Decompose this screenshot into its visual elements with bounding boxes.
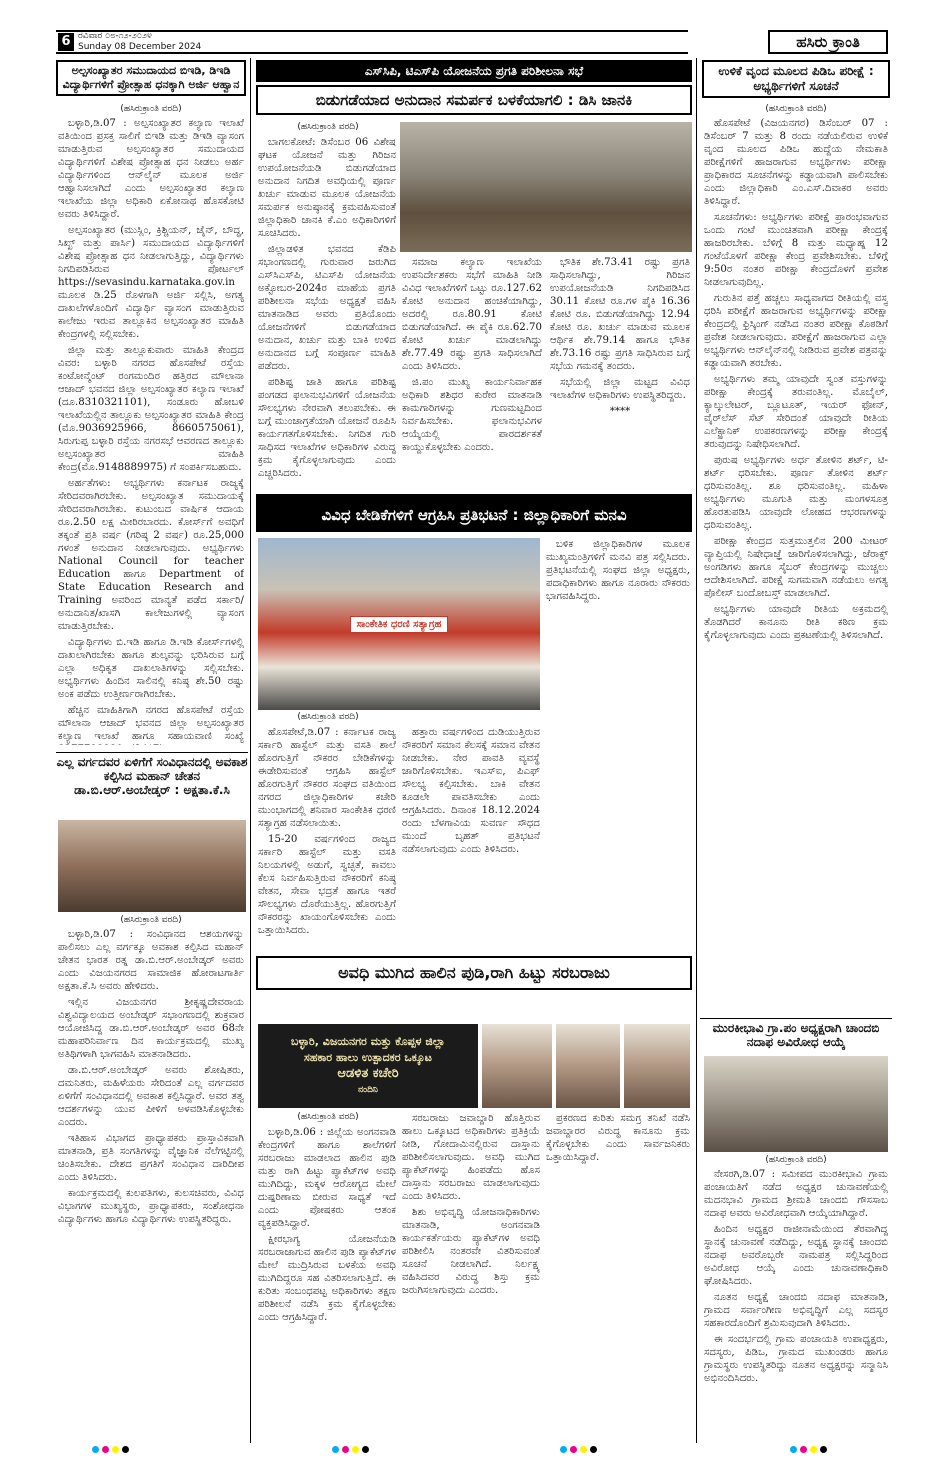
paragraph: ಜಿಲ್ಲಾಡಳಿತ ಭವನದ ಕೆಡಿಪಿ ಸಭಾಂಗಣದಲ್ಲಿ ಗುರುವಾರ ಜರುಗಿದ ಎಸ್‌ಸಿಎಸ್‌ಪಿ, ಟಿಎಸ್‌ಪಿ ಯೋಜನೆಯ ಅಕ್ಟೋಬರ-2024ರ ಮಾಹೆಯ ಪ್ರಗತಿ ಪರಿಶೀಲನಾ ಸಭೆಯ ಅಧ್ಯಕ್ಷತೆ ವಹಿಸಿ ಮಾತನಾಡಿದ ಅವರು ಪ್ರತಿಯೊಂದು ಯೋಜನೆಗಳಿಗೆ ಬಿಡುಗಡೆಯಾದ ಅನುದಾನ, ಖರ್ಚು ಮತ್ತು ಬಾಕಿ ಉಳಿದ ಅನುದಾನದ ಬಗ್ಗೆ ಸಂಪೂರ್ಣ ಮಾಹಿತಿ ಪಡೆದರು.	[258, 244, 396, 372]
ragi-headline: ಅವಧಿ ಮುಗಿದ ಹಾಲಿನ ಪುಡಿ,ರಾಗಿ ಹಿಟ್ಟು ಸರಬರಾಜು	[256, 956, 692, 990]
registration-dot	[800, 1446, 807, 1453]
paragraph: ಇತಿಹಾಸ ವಿಭಾಗದ ಪ್ರಾಧ್ಯಾಪಕರು ಪ್ರಾಸ್ತಾವಿಕವಾಗಿ ಮಾತನಾಡಿ, ಪ್ರತಿ ಸಂಗತಿಗಳನ್ನು ವೈಜ್ಞಾನಿಕ ನೆಲೆಗಟ್ಟಿನಲ್ಲಿ ಚಿಂತಿಸಬೇಕು. ದೇಶದ ಪ್ರಗತಿಗೆ ಸಂವಿಧಾನ ದಾರಿದೀಪ ಎಂದು ತಿಳಿಸಿದರು.	[58, 1133, 244, 1183]
registration-dot	[122, 1446, 129, 1453]
registration-dot	[342, 1446, 349, 1453]
registration-marks	[92, 1446, 129, 1453]
paragraph: ಸರಬರಾಜು ಜವಾಬ್ದಾರಿ ಹೊತ್ತಿರುವ ಹಾಲು ಒಕ್ಕೂಟದ ಅಧಿಕಾರಿಗಳು ಪ್ರತಿಕ್ರಿಯೆ ನೀಡಿ, ಗೋದಾಮಿನಲ್ಲಿರುವ ದಾಸ್ತಾನು ಪರಿಶೀಲಿಸಲಾಗುವುದು. ಅವಧಿ ಮುಗಿದ ಪ್ಯಾಕೆಟ್‌ಗಳನ್ನು ಹಿಂಪಡೆದು ಹೊಸ ದಾಸ್ತಾನು ಸರಬರಾಜು ಮಾಡಲಾಗುವುದು ಎಂದು ತಿಳಿಸಿದರು.	[402, 1113, 540, 1202]
paragraph: ಅಭ್ಯರ್ಥಿಗಳು ತಮ್ಮ ಯಾವುದೇ ಸ್ವಂತ ವಸ್ತುಗಳನ್ನು ಪರೀಕ್ಷಾ ಕೇಂದ್ರಕ್ಕೆ ತರುವಂತಿಲ್ಲ. ಮೊಬೈಲ್, ಕ್ಯಾಲ್ಕುಲೇಟರ್, ಬ್ಲೂಟೂತ್, ಇಯರ್ ಫೋನ್, ವೈರ್‌ಲೆಸ್ ಸೆಟ್ ಸೇರಿದಂತೆ ಯಾವುದೇ ರೀತಿಯ ಎಲೆಕ್ಟ್ರಾನಿಕ್ ಉಪಕರಣಗಳನ್ನು ಪರೀಕ್ಷಾ ಕೇಂದ್ರಕ್ಕೆ ತರುವುದನ್ನು ನಿಷೇಧಿಸಲಾಗಿದೆ.	[704, 374, 888, 450]
paragraph: ವಿದ್ಯಾರ್ಥಿಗಳು ಬಿ.ಇಡಿ ಹಾಗೂ ಡಿ.ಇಡಿ ಕೋರ್ಸ್‌ಗಳಲ್ಲಿ ದಾಖಲಾಗಿರಬೇಕು ಹಾಗೂ ಶುಲ್ಕವನ್ನು ಭರಿಸಿರುವ ಬಗ್ಗೆ ಎಲ್ಲಾ ಅಧಿಕೃತ ದಾಖಲಾತಿಗಳನ್ನು ಸಲ್ಲಿಸಬೇಕು. ಅಭ್ಯರ್ಥಿಗಳು ಹಿಂದಿನ ಸಾಲಿನಲ್ಲಿ ಕನಿಷ್ಠ ಶೇ.50 ರಷ್ಟು ಅಂಕ ಪಡೆದು ಉತ್ತೀರ್ಣರಾಗಿರಬೇಕು.	[58, 637, 244, 700]
scsp-headline: ಬಿಡುಗಡೆಯಾದ ಅನುದಾನ ಸಮರ್ಪಕ ಬಳಕೆಯಾಗಲಿ : ಡಿಸಿ ಜಾನಕಿ	[256, 85, 692, 115]
meeting-photo	[400, 122, 692, 252]
paragraph: ಹೊಸಪೇಟೆ,ಡಿ.07 : ಕರ್ನಾಟಕ ರಾಜ್ಯ ಸರ್ಕಾರಿ ಹಾಸ್ಟೆಲ್ ಮತ್ತು ವಸತಿ ಶಾಲೆ ಹೊರಗುತ್ತಿಗೆ ನೌಕರರ ಬೇಡಿಕೆಗಳನ್ನು ಈಡೇರಿಸುವಂತೆ ಆಗ್ರಹಿಸಿ ಹಾಸ್ಟೆಲ್ ಹೊರಗುತ್ತಿಗೆ ನೌಕರರ ಸಂಘದ ವತಿಯಿಂದ ನಗರದ ಜಿಲ್ಲಾಧಿಕಾರಿಗಳ ಕಚೇರಿ ಮುಂಭಾಗದಲ್ಲಿ ಶನಿವಾರ ಸಾಂಕೇತಿಕ ಧರಣಿ ಸತ್ಯಾಗ್ರಹ ನಡೆಸಲಾಯಿತು.	[258, 727, 396, 829]
paragraph: ****	[609, 406, 631, 417]
registration-dot	[820, 1446, 827, 1453]
registration-dot	[560, 1446, 567, 1453]
nandini-logo: ನಂದಿನಿ	[358, 1085, 378, 1095]
scsp-body-col3	[550, 256, 690, 488]
paragraph: ಹಿಂದಿನ ಅಧ್ಯಕ್ಷರ ರಾಜೀನಾಮೆಯಿಂದ ತೆರವಾಗಿದ್ದ ಸ್ಥಾನಕ್ಕೆ ಚುನಾವಣೆ ನಡೆದಿದ್ದು, ಅಧ್ಯಕ್ಷ ಸ್ಥಾನಕ್ಕೆ ಚಾಂದಬಿ ನದಾಫ ಅವರೊಬ್ಬರೇ ನಾಮಪತ್ರ ಸಲ್ಲಿಸಿದ್ದರಿಂದ ಅವಿರೋಧ ಆಯ್ಕೆ ಎಂದು ಚುನಾವಣಾಧಿಕಾರಿ ಘೋಷಿಸಿದರು.	[704, 1224, 888, 1287]
section-divider	[56, 752, 248, 753]
paragraph: ನೂತನ ಅಧ್ಯಕ್ಷೆ ಚಾಂದಬಿ ನದಾಫ ಮಾತನಾಡಿ, ಗ್ರಾಮದ ಸರ್ವಾಂಗೀಣ ಅಭಿವೃದ್ಧಿಗೆ ಎಲ್ಲ ಸದಸ್ಯರ ಸಹಕಾರದೊಂದಿಗೆ ಶ್ರಮಿಸುವುದಾಗಿ ತಿಳಿಸಿದರು.	[704, 1292, 888, 1329]
paragraph: ಪುರುಷ ಅಭ್ಯರ್ಥಿಗಳು ಅರ್ಧ ತೋಳಿನ ಶರ್ಟ್, ಟಿ-ಶರ್ಟ್ ಧರಿಸಬೇಕು. ಪೂರ್ಣ ತೋಳಿನ ಶರ್ಟ್ ಧರಿಸುವಂತಿಲ್ಲ. ಶೂ ಧರಿಸುವಂತಿಲ್ಲ. ಮಹಿಳಾ ಅಭ್ಯರ್ಥಿಗಳು ಮೂಗುತಿ ಮತ್ತು ಮಂಗಳಸೂತ್ರ ಹೊರತುಪಡಿಸಿ ಯಾವುದೇ ಲೋಹದ ಆಭರಣಗಳನ್ನು ಧರಿಸುವಂತಿಲ್ಲ.	[704, 455, 888, 531]
column-divider	[696, 58, 697, 1443]
registration-marks	[560, 1446, 597, 1453]
paragraph: ಅರ್ಹತೆಗಳು: ಅಭ್ಯರ್ಥಿಗಳು ಕರ್ನಾಟಕ ರಾಜ್ಯಕ್ಕೆ ಸೇರಿದವರಾಗಿರಬೇಕು. ಅಲ್ಪಸಂಖ್ಯಾತ ಸಮುದಾಯಕ್ಕೆ ಸೇರಿದವರಾಗಿರಬೇಕು. ಕುಟುಂಬದ ವಾರ್ಷಿಕ ಆದಾಯ ರೂ.2.50 ಲಕ್ಷ ಮೀರಿರಬಾರದು. ಕೋರ್ಸ್‌ಗೆ ಅವಧಿಗೆ ತಕ್ಕಂತೆ ಪ್ರತಿ ವರ್ಷ (ಗರಿಷ್ಠ 2 ವರ್ಷ) ರೂ.25,000 ಗಳಂತೆ ಅನುದಾನ ನೀಡಲಾಗುವುದು. ಅಭ್ಯರ್ಥಿಗಳು National Council for teacher Education ಹಾಗೂ Department of State Education Research and Training ಅವರಿಂದ ಮಾನ್ಯತೆ ಪಡೆದ ಸರ್ಕಾರಿ/ಅನುದಾನಿತ/ಖಾಸಗಿ ಕಾಲೇಜುಗಳಲ್ಲಿ ವ್ಯಾಸಂಗ ಮಾಡುತ್ತಿರಬೇಕು.	[58, 478, 244, 632]
milk-union-sign-photo	[258, 1024, 478, 1108]
paragraph: ಹತ್ತಾರು ವರ್ಷಗಳಿಂದ ದುಡಿಯುತ್ತಿರುವ ನೌಕರರಿಗೆ ಸಮಾನ ಕೆಲಸಕ್ಕೆ ಸಮಾನ ವೇತನ ನೀಡಬೇಕು. ನೇರ ಪಾವತಿ ವ್ಯವಸ್ಥೆ ಜಾರಿಗೊಳಿಸಬೇಕು. ಇಎಸ್‌ಐ, ಪಿಎಫ್ ಸೌಲಭ್ಯ ಕಲ್ಪಿಸಬೇಕು. ಬಾಕಿ ವೇತನ ಕೂಡಲೇ ಪಾವತಿಸಬೇಕು ಎಂದು ಆಗ್ರಹಿಸಿದರು. ದಿನಾಂಕ 18.12.2024 ರಂದು ಬೆಳಗಾವಿಯ ಸುವರ್ಣ ಸೌಧದ ಮುಂದೆ ಬೃಹತ್ ಪ್ರತಿಭಟನೆ ನಡೆಸಲಾಗುವುದು ಎಂದು ತಿಳಿಸಿದರು.	[402, 727, 540, 855]
paragraph: ಅಲ್ಪಸಂಖ್ಯಾತರ (ಮುಸ್ಲಿಂ, ಕ್ರಿಶ್ಚಿಯನ್, ಜೈನ್, ಬೌದ್ಧ, ಸಿಖ್ಖ್ ಮತ್ತು ಪಾರ್ಸಿ) ಸಮುದಾಯದ ವಿದ್ಯಾರ್ಥಿಗಳಿಗೆ ವಿಶೇಷ ಪ್ರೋತ್ಸಾಹ ಧನ ನೀಡಲಾಗುತ್ತಿದ್ದು, ವಿದ್ಯಾರ್ಥಿಗಳು ನಿಗದಿಪಡಿಸಿರುವ ಪೋರ್ಟಲ್ https://sevasindu.karnataka.gov.in ಮೂಲಕ ಡಿ.25 ರೊಳಗಾಗಿ ಅರ್ಜಿ ಸಲ್ಲಿಸಿ, ಅಗತ್ಯ ದಾಖಲೆಗಳೊಂದಿಗೆ ವಿದ್ಯಾರ್ಥಿ ವ್ಯಾಸಂಗ ಮಾಡುತ್ತಿರುವ ಕಾಲೇಜು ಇರುವ ತಾಲ್ಲೂಕಿನ ಅಲ್ಪಸಂಖ್ಯಾತರ ಮಾಹಿತಿ ಕೇಂದ್ರಗಳಲ್ಲಿ ಸಲ್ಲಿಸಬೇಕು.	[58, 225, 244, 340]
pdo-body	[704, 117, 888, 1013]
minority-headline: ಅಲ್ಪಸಂಖ್ಯಾತರ ಸಮುದಾಯದ ಬಿಇಡಿ, ಡಿಇಡಿ ವಿದ್ಯಾರ್ಥಿಗಳಿಗೆ ಪ್ರೋತ್ಸಾಹ ಧನಕ್ಕಾಗಿ ಅರ್ಜಿ ಆಹ್ವಾನ	[56, 60, 246, 96]
ambedkar-byline: (ಹಸಿರುಕ್ರಾಂತಿ ವರದಿ)	[120, 915, 182, 925]
paragraph: ಹೆಚ್ಚಿನ ಮಾಹಿತಿಗಾಗಿ ನಗರದ ಹೊಸಪೇಟೆ ರಸ್ತೆಯ ಮೌಲಾನಾ ಆಜಾದ್ ಭವನದ ಜಿಲ್ಲಾ ಅಲ್ಪಸಂಖ್ಯಾತರ ಕಲ್ಯಾಣ ಇಲಾಖೆ ಹಾಗೂ ಸಹಾಯವಾಣಿ ಸಂಖ್ಯೆ	[58, 705, 244, 742]
ambedkar-headline: ಎಲ್ಲ ವರ್ಗದವರ ಏಳಿಗೆಗೆ ಸಂವಿಧಾನದಲ್ಲಿ ಅವಕಾಶ ಕಲ್ಪಿಸಿದ ಮಹಾನ್ ಚೇತನ ಡಾ.ಬಿ.ಆರ್.ಅಂಬೇಡ್ಕರ್ : ಅಕ್ಷತಾ.ಕೆ.ಸಿ	[56, 756, 248, 797]
paragraph: ಡಾ.ಬಿ.ಆರ್.ಅಂಬೇಡ್ಕರ್ ಅವರು ಶೋಷಿತರು, ದಮನಿತರು, ಮಹಿಳೆಯರು ಸೇರಿದಂತೆ ಎಲ್ಲ ವರ್ಗದವರ ಏಳಿಗೆಗೆ ಸಂವಿಧಾನದಲ್ಲಿ ಅವಕಾಶ ಕಲ್ಪಿಸಿದ್ದಾರೆ. ಅವರ ತತ್ವ ಆದರ್ಶಗಳನ್ನು ಯುವ ಪೀಳಿಗೆ ಅಳವಡಿಸಿಕೊಳ್ಳಬೇಕು ಎಂದರು.	[58, 1065, 244, 1128]
registration-dot	[332, 1446, 339, 1453]
official-photo	[482, 1024, 552, 1108]
date-kannada: ರವಿವಾರ ೦೮-೧೨-೨೦೨೪	[78, 31, 152, 41]
registration-dot	[352, 1446, 359, 1453]
masthead: ಹಸಿರು ಕ್ರಾಂತಿ	[768, 30, 888, 54]
pdo-headline: ಉಳಿಕೆ ವೃಂದ ಮೂಲದ ಪಿಡಿಒ ಪರೀಕ್ಷೆ : ಅಭ್ಯರ್ಥಿಗಳಿಗೆ ಸೂಚನೆ	[702, 60, 890, 98]
paragraph: ಗುರುತಿನ ಪತ್ತೆ ಹಚ್ಚಲು ಸಾಧ್ಯವಾಗದ ರೀತಿಯಲ್ಲಿ ವಸ್ತ್ರ ಧರಿಸಿ ಪರೀಕ್ಷೆಗೆ ಹಾಜರಾಗುವ ಅಭ್ಯರ್ಥಿಗಳನ್ನು ಪರೀಕ್ಷಾ ಕೇಂದ್ರದಲ್ಲಿ ಫ್ರಿಸ್ಕಿಂಗ್ ನಡೆಸಿದ ನಂತರ ಪರೀಕ್ಷಾ ಕೊಠಡಿಗೆ ಪ್ರವೇಶ ನೀಡಲಾಗುವುದು. ಪರೀಕ್ಷೆಗೆ ಹಾಜರಾಗುವ ಎಲ್ಲಾ ಅಭ್ಯರ್ಥಿಗಳು ಆನ್‌ಲೈನ್‌ನಲ್ಲಿ ನೀಡಿರುವ ಪ್ರವೇಶ ಪತ್ರವನ್ನು ಕಡ್ಡಾಯವಾಗಿ ತರಬೇಕು.	[704, 293, 888, 369]
paragraph: ಹೊಸಪೇಟೆ (ವಿಜಯನಗರ) ಡಿಸೆಂಬರ್ 07 : ಡಿಸೆಂಬರ್ 7 ಮತ್ತು 8 ರಂದು ನಡೆಯಲಿರುವ ಉಳಿಕೆ ವೃಂದ ಮೂಲದ ಪಿಡಿಒ ಹುದ್ದೆಯ ನೇಮಕಾತಿ ಪರೀಕ್ಷೆಗಳಿಗೆ ಹಾಜರಾಗುವ ಅಭ್ಯರ್ಥಿಗಳು ಪರೀಕ್ಷಾ ಪ್ರಾಧಿಕಾರದ ಸೂಚನೆಗಳನ್ನು ಕಡ್ಡಾಯವಾಗಿ ಪಾಲಿಸಬೇಕು ಎಂದು ಜಿಲ್ಲಾಧಿಕಾರಿ ಎಂ.ಎಸ್.ದಿವಾಕರ ಅವರು ತಿಳಿಸಿದ್ದಾರೆ.	[704, 118, 888, 207]
sign-office: ಆಡಳಿತ ಕಚೇರಿ	[337, 1066, 399, 1081]
paragraph: ಬಾಗಲಕೋಟೆ: ಡಿಸೆಂಬರ 06 ವಿಶೇಷ ಘಟಕ ಯೋಜನೆ ಮತ್ತು ಗಿರಿಜನ ಉಪಯೋಜನೆಯಡಿ ಬಿಡುಗಡೆಯಾದ ಅನುದಾನ ನಿಗದಿತ ಅವಧಿಯಲ್ಲಿ ಪೂರ್ಣ ಖರ್ಚು ಮಾಡುವ ಮೂಲಕ ಯೋಜನೆಯ ಸಮರ್ಪಕ ಅನುಷ್ಠಾನಕ್ಕೆ ಕ್ರಮವಹಿಸುವಂತೆ ಜಿಲ್ಲಾಧಿಕಾರಿ ಜಾನಕಿ ಕೆ.ಎಂ ಅಧಿಕಾರಿಗಳಿಗೆ ಸೂಚಿಸಿದರು.	[258, 137, 396, 239]
ragi-body-col2	[402, 1112, 540, 1440]
registration-dot	[112, 1446, 119, 1453]
paragraph: ಬಳ್ಳಾರಿ,ಡಿ.06 : ಜಿಲ್ಲೆಯ ಅಂಗನವಾಡಿ ಕೇಂದ್ರಗಳಿಗೆ ಹಾಗೂ ಶಾಲೆಗಳಿಗೆ ಸರಬರಾಜು ಮಾಡಲಾದ ಹಾಲಿನ ಪುಡಿ ಮತ್ತು ರಾಗಿ ಹಿಟ್ಟು ಪ್ಯಾಕೆಟ್‌ಗಳ ಅವಧಿ ಮುಗಿದಿದ್ದು, ಮಕ್ಕಳ ಆರೋಗ್ಯದ ಮೇಲೆ ದುಷ್ಪರಿಣಾಮ ಬೀರುವ ಸಾಧ್ಯತೆ ಇದೆ ಎಂದು ಪೋಷಕರು ಆತಂಕ ವ್ಯಕ್ತಪಡಿಸಿದ್ದಾರೆ.	[258, 1127, 396, 1229]
paragraph: ಭೌತಿಕ ಶೇ.73.41 ರಷ್ಟು ಪ್ರಗತಿ ಸಾಧಿಸಲಾಗಿದ್ದು, ಗಿರಿಜನ ಉಪಯೋಜನೆಯಡಿ ನಿಗದಿಪಡಿಸಿದ 30.11 ಕೋಟಿ ರೂ.ಗಳ ಪೈಕಿ 16.36 ಕೋಟಿ ರೂ. ಬಿಡುಗಡೆಯಾಗಿದ್ದು 12.94 ಕೋಟಿ ರೂ. ಖರ್ಚು ಮಾಡುವ ಮೂಲಕ ಆರ್ಥಿಕ ಶೇ.79.14 ಹಾಗೂ ಭೌತಿಕ ಶೇ.73.16 ರಷ್ಟು ಪ್ರಗತಿ ಸಾಧಿಸಿರುವ ಬಗ್ಗೆ ಸಭೆಯ ಗಮನಕ್ಕೆ ತಂದರು.	[550, 257, 690, 372]
column-divider	[250, 58, 251, 1443]
protest-banner: ಸಾಂಕೇತಿಕ ಧರಣಿ ಸತ್ಯಾಗ್ರಹ	[350, 616, 449, 633]
paragraph: ಪರೀಕ್ಷಾ ಕೇಂದ್ರದ ಸುತ್ತಮುತ್ತಲಿನ 200 ಮೀಟರ್ ವ್ಯಾಪ್ತಿಯಲ್ಲಿ ನಿಷೇಧಾಜ್ಞೆ ಜಾರಿಗೊಳಿಸಲಾಗಿದ್ದು, ಜೆರಾಕ್ಸ್ ಅಂಗಡಿಗಳು ಹಾಗೂ ಸೈಬರ್ ಕೇಂದ್ರಗಳನ್ನು ಮುಚ್ಚಲು ಆದೇಶಿಸಲಾಗಿದೆ. ಪರೀಕ್ಷೆ ಸುಗಮವಾಗಿ ನಡೆಯಲು ಅಗತ್ಯ ಪೊಲೀಸ್ ಬಂದೋಬಸ್ತ್ ಮಾಡಲಾಗಿದೆ.	[704, 536, 888, 599]
protest-photo	[258, 538, 540, 710]
protest-body-col2	[402, 726, 540, 950]
paragraph: ಕಾರ್ಯಕ್ರಮದಲ್ಲಿ ಕುಲಪತಿಗಳು, ಕುಲಸಚಿವರು, ವಿವಿಧ ವಿಭಾಗಗಳ ಮುಖ್ಯಸ್ಥರು, ಪ್ರಾಧ್ಯಾಪಕರು, ಸಂಶೋಧನಾ ವಿದ್ಯಾರ್ಥಿಗಳು ಹಾಗೂ ವಿದ್ಯಾರ್ಥಿಗಳು ಉಪಸ್ಥಿತರಿದ್ದರು.	[58, 1188, 244, 1225]
paragraph: ಜಿಲ್ಲಾ ಮತ್ತು ತಾಲ್ಲೂಕುವಾರು ಮಾಹಿತಿ ಕೇಂದ್ರದ ವಿವರ: ಬಳ್ಳಾರಿ ನಗರದ ಹೊಸಪೇಟೆ ರಸ್ತೆಯ ಕಂಟೋನ್ಮೆಂಟ್ ರಂಗಮಂದಿರ ಹತ್ತಿರದ ಮೌಲಾನಾ ಆಜಾದ್ ಭವನದ ಜಿಲ್ಲಾ ಅಲ್ಪಸಂಖ್ಯಾತರ ಕಲ್ಯಾಣ ಇಲಾಖೆ (ದೂ.8310321101), ಸಂಡೂರು ಹೋಬಳಿ ಇಲಾಖೆಯಲ್ಲಿನ ತಾಲ್ಲೂಕು ಅಲ್ಪಸಂಖ್ಯಾತರ ಮಾಹಿತಿ ಕೇಂದ್ರ (ಮೊ.9036925966, 8660575061), ಸಿರುಗುಪ್ಪ ಬಳ್ಳಾರಿ ರಸ್ತೆಯ ನಗರಸಭೆ ಆವರಣದ ತಾಲ್ಲೂಕು ಅಲ್ಪಸಂಖ್ಯಾತರ ಮಾಹಿತಿ ಕೇಂದ್ರ(ಮೊ.9148889975) ಗೆ ಸಂಪರ್ಕಿಸಬಹುದು.	[58, 345, 244, 473]
scsp-kicker: ಎಸ್‌ಸಿಪಿ, ಟಿಎಸ್‌ಪಿ ಯೋಜನೆಯ ಪ್ರಗತಿ ಪರಿಶೀಲನಾ ಸಭೆ	[256, 60, 692, 82]
ragi-body-col3	[546, 1112, 690, 1440]
registration-dot	[102, 1446, 109, 1453]
protest-body-col3	[546, 538, 690, 950]
registration-dot	[362, 1446, 369, 1453]
sign-line: ಸಹಕಾರ ಹಾಲು ಉತ್ಪಾದಕರ ಒಕ್ಕೂಟ	[304, 1051, 432, 1064]
minority-body	[58, 117, 244, 745]
chandabi-byline: (ಹಸಿರುಕ್ರಾಂತಿ ವರದಿ)	[765, 1155, 827, 1165]
protest-body-col1	[258, 726, 396, 950]
ragi-byline: (ಹಸಿರುಕ್ರಾಂತಿ ವರದಿ)	[297, 1112, 359, 1122]
official-photo	[556, 1024, 620, 1108]
paragraph: ಪರಿಶಿಷ್ಟ ಜಾತಿ ಹಾಗೂ ಪರಿಶಿಷ್ಟ ಪಂಗಡದ ಫಲಾನುಭವಿಗಳಿಗೆ ಯೋಜನೆಯ ಸೌಲಭ್ಯಗಳು ನೇರವಾಗಿ ತಲುಪಬೇಕು. ಈ ಬಗ್ಗೆ ಮುಂಜಾಗ್ರತೆಯಾಗಿ ಯೋಜನೆ ರೂಪಿಸಿ ಕಾರ್ಯಗತಗೊಳಿಸಬೇಕು. ನಿಗದಿತ ಗುರಿ ಸಾಧಿಸದ ಇಲಾಖೆಗಳ ಅಧಿಕಾರಿಗಳ ವಿರುದ್ಧ ಕ್ರಮ ಕೈಗೊಳ್ಳಲಾಗುವುದು ಎಂದು ಎಚ್ಚರಿಸಿದರು.	[258, 377, 396, 479]
registration-marks	[332, 1446, 369, 1453]
paragraph: ಇಲ್ಲಿನ ವಿಜಯನಗರ ಶ್ರೀಕೃಷ್ಣದೇವರಾಯ ವಿಶ್ವವಿದ್ಯಾಲಯದ ಅಂಬೇಡ್ಕರ್ ಸಭಾಂಗಣದಲ್ಲಿ ಶುಕ್ರವಾರ ಆಯೋಜಿಸಿದ್ದ ಡಾ.ಬಿ.ಆರ್.ಅಂಬೇಡ್ಕರ್ ಅವರ 68ನೇ ಮಹಾಪರಿನಿರ್ವಾಣ ದಿನ ಕಾರ್ಯಕ್ರಮದಲ್ಲಿ ಮುಖ್ಯ ಅತಿಥಿಗಳಾಗಿ ಭಾಗವಹಿಸಿ ಮಾತನಾಡಿದರು.	[58, 997, 244, 1060]
scsp-byline: (ಹಸಿರುಕ್ರಾಂತಿ ವರದಿ)	[297, 122, 359, 132]
scsp-body-col2	[402, 256, 542, 488]
registration-dot	[810, 1446, 817, 1453]
paragraph: ಸೂಚನೆಗಳು: ಅಭ್ಯರ್ಥಿಗಳು ಪರೀಕ್ಷೆ ಪ್ರಾರಂಭವಾಗುವ ಒಂದು ಗಂಟೆ ಮುಂಚಿತವಾಗಿ ಪರೀಕ್ಷಾ ಕೇಂದ್ರಕ್ಕೆ ಹಾಜರಿರಬೇಕು. ಬೆಳಿಗ್ಗೆ 8 ಮತ್ತು ಮಧ್ಯಾಹ್ನ 12 ಗಂಟೆಯೊಳಗೆ ಪರೀಕ್ಷಾ ಕೇಂದ್ರ ಪ್ರವೇಶಿಸಬೇಕು. ಬೆಳಿಗ್ಗೆ 9:50ರ ನಂತರ ಪರೀಕ್ಷಾ ಕೇಂದ್ರದೊಳಗೆ ಪ್ರವೇಶ ನೀಡಲಾಗುವುದಿಲ್ಲ.	[704, 212, 888, 288]
registration-dot	[570, 1446, 577, 1453]
registration-dot	[590, 1446, 597, 1453]
paragraph: ನೇಸರಗಿ,ಡಿ.07 : ಸಮೀಪದ ಮುರಕೀಭಾವಿ ಗ್ರಾಮ ಪಂಚಾಯತಿಗೆ ನಡೆದ ಅಧ್ಯಕ್ಷರ ಚುನಾವಣೆಯಲ್ಲಿ ಮದನಭಾವಿ ಗ್ರಾಮದ ಶ್ರೀಮತಿ ಚಾಂದಬಿ ಗೌಸಸಾಬ ನದಾಫ ಅವರು ಅವಿರೋಧವಾಗಿ ಆಯ್ಕೆಯಾಗಿದ್ದಾರೆ.	[704, 1169, 888, 1219]
registration-dot	[790, 1446, 797, 1453]
pdo-byline: (ಹಸಿರುಕ್ರಾಂತಿ ವರದಿ)	[765, 104, 827, 114]
paragraph: 15-20 ವರ್ಷಗಳಿಂದ ರಾಜ್ಯದ ಸರ್ಕಾರಿ ಹಾಸ್ಟೆಲ್ ಮತ್ತು ವಸತಿ ನಿಲಯಗಳಲ್ಲಿ ಅಡುಗೆ, ಸ್ವಚ್ಛತೆ, ಕಾವಲು ಕೆಲಸ ನಿರ್ವಹಿಸುತ್ತಿರುವ ನೌಕರರಿಗೆ ಕನಿಷ್ಠ ವೇತನ, ಸೇವಾ ಭದ್ರತೆ ಹಾಗೂ ಇತರೆ ಸೌಲಭ್ಯಗಳು ದೊರೆಯುತ್ತಿಲ್ಲ. ಹೊರಗುತ್ತಿಗೆ ನೌಕರರನ್ನು ಖಾಯಂಗೊಳಿಸಬೇಕು ಎಂದು ಒತ್ತಾಯಿಸಿದರು.	[258, 834, 396, 936]
registration-dot	[580, 1446, 587, 1453]
protest-headline: ವಿವಿಧ ಬೇಡಿಕೆಗಳಿಗೆ ಆಗ್ರಹಿಸಿ ಪ್ರತಿಭಟನೆ : ಜಿಲ್ಲಾಧಿಕಾರಿಗೆ ಮನವಿ	[256, 494, 692, 532]
ragi-body-col1	[258, 1126, 396, 1440]
chandabi-headline: ಮುರಕೀಭಾವಿ ಗ್ರಾ.ಪಂ ಅಧ್ಯಕ್ಷರಾಗಿ ಚಾಂದಬಿ ನದಾಫ ಅವಿರೋಧ ಆಯ್ಕೆ	[712, 1022, 880, 1049]
paragraph: ಸಭೆಯಲ್ಲಿ ಜಿಲ್ಲಾ ಮಟ್ಟದ ವಿವಿಧ ಇಲಾಖೆಗಳ ಅಧಿಕಾರಿಗಳು ಉಪಸ್ಥಿತರಿದ್ದರು.	[550, 377, 690, 401]
registration-dot	[92, 1446, 99, 1453]
scsp-body-col1	[258, 136, 396, 488]
paragraph: ಪ್ರಕರಣದ ಕುರಿತು ಸಮಗ್ರ ತನಿಖೆ ನಡೆಸಿ ಜವಾಬ್ದಾರರ ವಿರುದ್ಧ ಕಾನೂನು ಕ್ರಮ ಕೈಗೊಳ್ಳಬೇಕು ಎಂದು ಸಾರ್ವಜನಿಕರು ಒತ್ತಾಯಿಸಿದ್ದಾರೆ.	[546, 1113, 690, 1163]
section-divider	[700, 1018, 892, 1019]
protest-byline: (ಹಸಿರುಕ್ರಾಂತಿ ವರದಿ)	[297, 712, 359, 722]
date-english: Sunday 08 December 2024	[78, 42, 202, 52]
felicitation-photo	[704, 1056, 888, 1152]
paragraph: ಜಿ.ಪಂ ಮುಖ್ಯ ಕಾರ್ಯನಿರ್ವಾಹಕ ಅಧಿಕಾರಿ ಶಶಿಧರ ಕುರೇರ ಮಾತನಾಡಿ ಕಾಮಗಾರಿಗಳನ್ನು ಗುಣಮಟ್ಟದಿಂದ ನಿರ್ವಹಿಸಬೇಕು. ಫಲಾನುಭವಿಗಳ ಆಯ್ಕೆಯಲ್ಲಿ ಪಾರದರ್ಶಕತೆ ಕಾಯ್ದುಕೊಳ್ಳಬೇಕು ಎಂದರು.	[402, 377, 542, 453]
paragraph: ಕ್ಷೀರಭಾಗ್ಯ ಯೋಜನೆಯಡಿ ಸರಬರಾಜಾಗುವ ಹಾಲಿನ ಪುಡಿ ಪ್ಯಾಕೆಟ್‌ಗಳ ಮೇಲೆ ಮುದ್ರಿಸಿರುವ ಬಳಕೆಯ ಅವಧಿ ಮುಗಿದಿದ್ದರೂ ಸಹ ವಿತರಿಸಲಾಗುತ್ತಿದೆ. ಈ ಕುರಿತು ಸಂಬಂಧಪಟ್ಟ ಅಧಿಕಾರಿಗಳು ತಕ್ಷಣ ಪರಿಶೀಲನೆ ನಡೆಸಿ ಕ್ರಮ ಕೈಗೊಳ್ಳಬೇಕು ಎಂದು ಆಗ್ರಹಿಸಿದ್ದಾರೆ.	[258, 1234, 396, 1323]
chandabi-body	[704, 1168, 888, 1440]
paragraph: ಸಮಾಜ ಕಲ್ಯಾಣ ಇಲಾಖೆಯ ಉಪನಿರ್ದೇಶಕರು ಸಭೆಗೆ ಮಾಹಿತಿ ನೀಡಿ ವಿವಿಧ ಇಲಾಖೆಗಳಿಗೆ ಒಟ್ಟು ರೂ.127.62 ಕೋಟಿ ಅನುದಾನ ಹಂಚಿಕೆಯಾಗಿದ್ದು, ಅದರಲ್ಲಿ ರೂ.80.91 ಕೋಟಿ ಬಿಡುಗಡೆಯಾಗಿದೆ. ಈ ಪೈಕಿ ರೂ.62.70 ಕೋಟಿ ಖರ್ಚು ಮಾಡಲಾಗಿದ್ದು ಶೇ.77.49 ರಷ್ಟು ಪ್ರಗತಿ ಸಾಧಿಸಲಾಗಿದೆ ಎಂದು ತಿಳಿಸಿದರು.	[402, 257, 542, 372]
minority-byline: (ಹಸಿರುಕ್ರಾಂತಿ ವರದಿ)	[120, 104, 182, 114]
registration-marks	[790, 1446, 827, 1453]
page-number: 6	[58, 33, 74, 51]
paragraph: ಬಳ್ಳಾರಿ,ಡಿ.07 : ಸಂವಿಧಾನದ ಆಶಯಗಳನ್ನು ಪಾಲಿಸಲು ಎಲ್ಲ ವರ್ಗಕ್ಕೂ ಅವಕಾಶ ಕಲ್ಪಿಸಿದ ಮಹಾನ್ ಚೇತನ ಭಾರತ ರತ್ನ ಡಾ.ಬಿ.ಆರ್.ಅಂಬೇಡ್ಕರ್ ಅವರು ಎಂದು ವಿಜಯನಗರದ ಸಾಮಾಜಿಕ ಹೋರಾಟಗಾರ್ತಿ ಅಕ್ಷತಾ.ಕೆ.ಸಿ ಅವರು ಹೇಳಿದರು.	[58, 929, 244, 992]
sign-line: ಬಳ್ಳಾರಿ, ವಿಜಯನಗರ ಮತ್ತು ಕೊಪ್ಪಳ ಜಿಲ್ಲಾ	[290, 1035, 446, 1048]
paragraph: ಶಿಶು ಅಭಿವೃದ್ಧಿ ಯೋಜನಾಧಿಕಾರಿಗಳು ಮಾತನಾಡಿ, ಅಂಗನವಾಡಿ ಕಾರ್ಯಕರ್ತೆಯರು ಪ್ಯಾಕೆಟ್‌ಗಳ ಅವಧಿ ಪರಿಶೀಲಿಸಿ ನಂತರವೇ ವಿತರಿಸುವಂತೆ ಸೂಚನೆ ನೀಡಲಾಗಿದೆ. ನಿರ್ಲಕ್ಷ್ಯ ವಹಿಸಿದವರ ವಿರುದ್ಧ ಶಿಸ್ತು ಕ್ರಮ ಜರುಗಿಸಲಾಗುವುದು ಎಂದರು.	[402, 1207, 540, 1296]
paragraph: ಬಳ್ಳಾರಿ,ಡಿ.07 : ಅಲ್ಪಸಂಖ್ಯಾತರ ಕಲ್ಯಾಣ ಇಲಾಖೆ ವತಿಯಿಂದ ಪ್ರಸಕ್ತ ಸಾಲಿಗೆ ಬಿಇಡಿ ಮತ್ತು ಡಿಇಡಿ ವ್ಯಾಸಂಗ ಮಾಡುತ್ತಿರುವ ಅಲ್ಪಸಂಖ್ಯಾತರ ಸಮುದಾಯದ ವಿದ್ಯಾರ್ಥಿಗಳಿಗೆ ವಿಶೇಷ ಪ್ರೋತ್ಸಾಹ ಧನ ನೀಡಲು ಅರ್ಹ ವಿದ್ಯಾರ್ಥಿಗಳಿಂದ ಆನ್‌ಲೈನ್ ಮೂಲಕ ಅರ್ಜಿ ಆಹ್ವಾನಿಸಲಾಗಿದೆ ಎಂದು ಅಲ್ಪಸಂಖ್ಯಾತರ ಕಲ್ಯಾಣ ಇಲಾಖೆಯ ಜಿಲ್ಲಾ ಅಧಿಕಾರಿ ಏಕೋನಾಥ ಹೊಸಕೋಟಿ ಅವರು ತಿಳಿಸಿದ್ದಾರೆ.	[58, 118, 244, 220]
paragraph: ಅಭ್ಯರ್ಥಿಗಳು ಯಾವುದೇ ರೀತಿಯ ಅಕ್ರಮದಲ್ಲಿ ತೊಡಗಿದರೆ ಕಾನೂನು ರೀತಿ ಕಠಿಣ ಕ್ರಮ ಕೈಗೊಳ್ಳಲಾಗುವುದು ಎಂದು ಪ್ರಕಟಣೆಯಲ್ಲಿ ತಿಳಿಸಲಾಗಿದೆ.	[704, 604, 888, 641]
seminar-photo	[58, 820, 246, 912]
paragraph: ಬಳಿಕ ಜಿಲ್ಲಾಧಿಕಾರಿಗಳ ಮೂಲಕ ಮುಖ್ಯಮಂತ್ರಿಗಳಿಗೆ ಮನವಿ ಪತ್ರ ಸಲ್ಲಿಸಿದರು. ಪ್ರತಿಭಟನೆಯಲ್ಲಿ ಸಂಘದ ಜಿಲ್ಲಾ ಅಧ್ಯಕ್ಷರು, ಪದಾಧಿಕಾರಿಗಳು ಹಾಗೂ ನೂರಾರು ನೌಕರರು ಭಾಗವಹಿಸಿದ್ದರು.	[546, 539, 690, 602]
paragraph: ಈ ಸಂದರ್ಭದಲ್ಲಿ ಗ್ರಾಮ ಪಂಚಾಯತಿ ಉಪಾಧ್ಯಕ್ಷರು, ಸದಸ್ಯರು, ಪಿಡಿಒ, ಗ್ರಾಮದ ಮುಖಂಡರು ಹಾಗೂ ಗ್ರಾಮಸ್ಥರು ಉಪಸ್ಥಿತರಿದ್ದು ನೂತನ ಅಧ್ಯಕ್ಷರನ್ನು ಸನ್ಮಾನಿಸಿ ಅಭಿನಂದಿಸಿದರು.	[704, 1334, 888, 1384]
official-photo	[624, 1024, 690, 1108]
ambedkar-body	[58, 928, 244, 1440]
